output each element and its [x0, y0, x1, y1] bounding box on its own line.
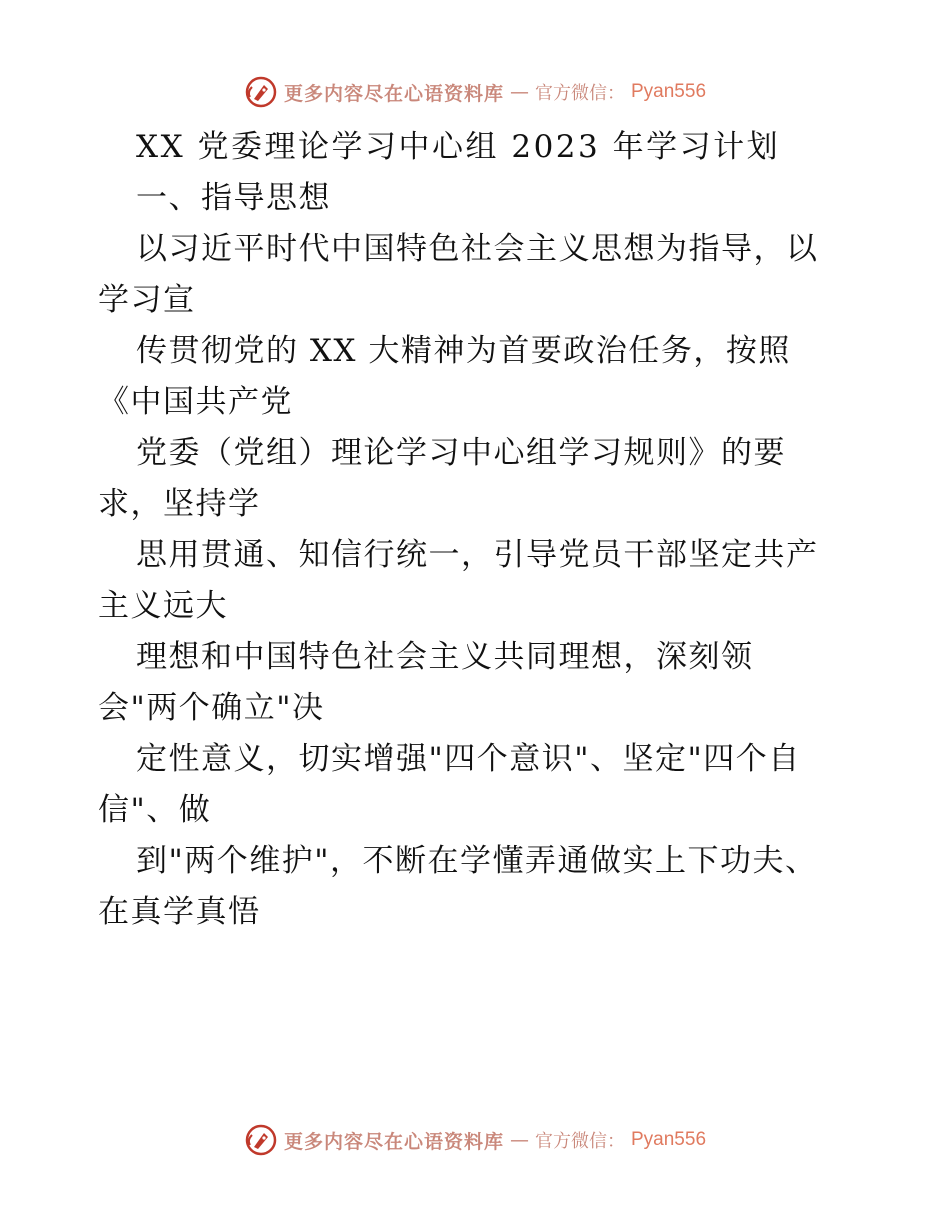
document-body: [98, 122, 868, 938]
paragraph-line: 会"两个确立"决: [98, 690, 325, 726]
paragraph-line: 信"、做: [98, 792, 212, 828]
paragraph-line: 在真学真悟: [98, 894, 261, 930]
section-heading: 一、指导思想: [136, 180, 331, 216]
paragraph-line: 以习近平时代中国特色社会主义思想为指导，以: [136, 231, 819, 267]
paragraph-line: 到"两个维护"，不断在学懂弄通做实上下功夫、: [136, 843, 818, 879]
paragraph-line: 传贯彻党的 XX 大精神为首要政治任务，按照: [136, 333, 791, 369]
watermark-separator: —: [510, 81, 529, 103]
watermark-label: 官方微信：: [535, 1131, 625, 1152]
paragraph-line: 思用贯通、知信行统一，引导党员干部坚定共产: [136, 537, 819, 573]
watermark-id: Pyan556: [631, 1129, 707, 1150]
document-title: XX 党委理论学习中心组 2023 年学习计划: [136, 129, 781, 165]
watermark-banner-top: [0, 72, 950, 112]
watermark-text: 更多内容尽在心语资料库: [283, 1130, 504, 1153]
pen-nib-icon: [244, 75, 278, 109]
paragraph-line: 学习宣: [98, 282, 196, 318]
paragraph-line: 定性意义，切实增强"四个意识"、坚定"四个自: [136, 741, 801, 777]
watermark-separator: —: [510, 1129, 529, 1151]
paragraph-line: 求，坚持学: [98, 486, 261, 522]
watermark-banner-bottom: [0, 1120, 950, 1160]
paragraph-line: 《中国共产党: [98, 384, 293, 420]
paragraph-line: 理想和中国特色社会主义共同理想，深刻领: [136, 639, 754, 675]
watermark-label: 官方微信：: [535, 83, 625, 104]
watermark-id: Pyan556: [631, 81, 707, 102]
paragraph-line: 党委（党组）理论学习中心组学习规则》的要: [136, 435, 786, 471]
paragraph-line: 主义远大: [98, 588, 228, 624]
pen-nib-icon: [244, 1123, 278, 1157]
watermark-text: 更多内容尽在心语资料库: [283, 82, 504, 105]
